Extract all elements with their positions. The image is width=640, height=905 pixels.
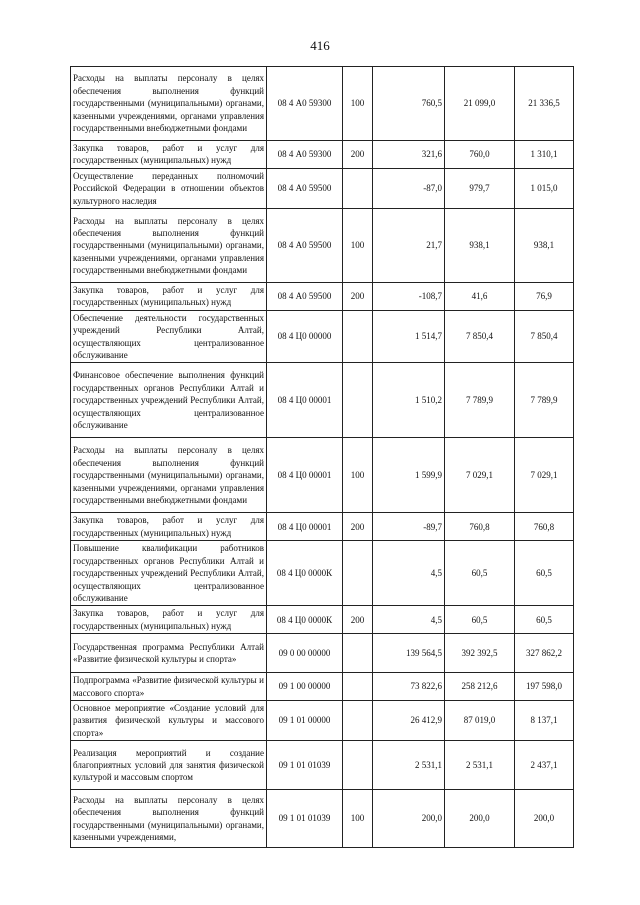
table-row	[71, 141, 574, 169]
amount-year-1-cell: 21 099,0	[445, 67, 515, 141]
amount-year-2-cell: 200,0	[515, 790, 574, 848]
table-row	[71, 168, 574, 208]
expense-name-cell: Закупка товаров, работ и услуг для государственных (муниципальных) нужд	[71, 283, 267, 311]
table-row	[71, 438, 574, 513]
expense-type-cell	[343, 363, 373, 438]
amount-year-1-cell: 938,1	[445, 209, 515, 283]
amount-year-1-cell: 7 850,4	[445, 310, 515, 363]
amount-change-cell: -87,0	[373, 168, 445, 208]
expense-type-cell: 200	[343, 283, 373, 311]
expense-name-cell: Государственная программа Республики Алтай «Развитие физической культуры и спорта»	[71, 634, 267, 673]
amount-year-1-cell: 258 212,6	[445, 673, 515, 701]
table-row	[71, 606, 574, 634]
amount-year-1-cell: 41,6	[445, 283, 515, 311]
expense-name-cell: Расходы на выплаты персоналу в целях обеспечения выполнения функций государственными (муниципальными) органами, казенными учреждениями, органами управления государственными внебюджетными фондами	[71, 438, 267, 513]
table-row	[71, 541, 574, 606]
amount-change-cell: 1 514,7	[373, 310, 445, 363]
amount-change-cell: -108,7	[373, 283, 445, 311]
amount-change-cell: 26 412,9	[373, 700, 445, 740]
expense-type-cell	[343, 541, 373, 606]
amount-year-1-cell: 7 789,9	[445, 363, 515, 438]
amount-year-1-cell: 760,8	[445, 513, 515, 541]
target-code-cell: 08 4 Ц0 00001	[267, 438, 343, 513]
amount-year-2-cell: 8 137,1	[515, 700, 574, 740]
expense-type-cell	[343, 673, 373, 701]
amount-year-2-cell: 7 850,4	[515, 310, 574, 363]
amount-change-cell: 760,5	[373, 67, 445, 141]
table-row	[71, 513, 574, 541]
table-row	[71, 283, 574, 311]
page-number: 416	[310, 38, 330, 53]
table-row	[71, 700, 574, 740]
expense-name-cell: Закупка товаров, работ и услуг для государственных (муниципальных) нужд	[71, 141, 267, 169]
amount-year-2-cell: 76,9	[515, 283, 574, 311]
expense-type-cell: 200	[343, 606, 373, 634]
expense-name-cell: Расходы на выплаты персоналу в целях обеспечения выполнения функций государственными (муниципальными) органами, казенными учреждениями, органами управления государственными внебюджетными фондами	[71, 209, 267, 283]
target-code-cell: 09 1 01 01039	[267, 741, 343, 790]
expense-name-cell: Подпрограмма «Развитие физической культуры и массового спорта»	[71, 673, 267, 701]
budget-table	[70, 66, 574, 848]
table-row	[71, 67, 574, 141]
amount-year-1-cell: 392 392,5	[445, 634, 515, 673]
target-code-cell: 09 1 00 00000	[267, 673, 343, 701]
amount-change-cell: 321,6	[373, 141, 445, 169]
amount-change-cell: 1 510,2	[373, 363, 445, 438]
amount-change-cell: 73 822,6	[373, 673, 445, 701]
target-code-cell: 08 4 А0 59500	[267, 209, 343, 283]
amount-change-cell: -89,7	[373, 513, 445, 541]
target-code-cell: 08 4 Ц0 00001	[267, 513, 343, 541]
table-row	[71, 790, 574, 848]
amount-year-1-cell: 7 029,1	[445, 438, 515, 513]
amount-year-2-cell: 938,1	[515, 209, 574, 283]
expense-name-cell: Реализация мероприятий и создание благоприятных условий для занятия физической культурой и массовым спортом	[71, 741, 267, 790]
amount-year-1-cell: 2 531,1	[445, 741, 515, 790]
expense-type-cell: 100	[343, 790, 373, 848]
target-code-cell: 08 4 Ц0 00000	[267, 310, 343, 363]
expense-type-cell	[343, 634, 373, 673]
amount-year-2-cell: 2 437,1	[515, 741, 574, 790]
amount-year-2-cell: 7 789,9	[515, 363, 574, 438]
expense-name-cell: Обеспечение деятельности государственных учреждений Республики Алтай, осуществляющих централизованное обслуживание	[71, 310, 267, 363]
amount-year-1-cell: 60,5	[445, 606, 515, 634]
amount-year-2-cell: 7 029,1	[515, 438, 574, 513]
amount-change-cell: 2 531,1	[373, 741, 445, 790]
expense-type-cell	[343, 741, 373, 790]
expense-name-cell: Основное мероприятие «Создание условий для развития физической культуры и массового спорта»	[71, 700, 267, 740]
amount-year-2-cell: 60,5	[515, 606, 574, 634]
amount-change-cell: 139 564,5	[373, 634, 445, 673]
target-code-cell: 08 4 А0 59500	[267, 168, 343, 208]
expense-type-cell: 100	[343, 209, 373, 283]
target-code-cell: 08 4 А0 59500	[267, 283, 343, 311]
table-row	[71, 673, 574, 701]
expense-name-cell: Повышение квалификации работников государственных органов Республики Алтай и государственных учреждений Республики Алтай, осуществляющих централизованное обслуживание	[71, 541, 267, 606]
amount-year-1-cell: 760,0	[445, 141, 515, 169]
table-row	[71, 310, 574, 363]
expense-name-cell: Закупка товаров, работ и услуг для государственных (муниципальных) нужд	[71, 513, 267, 541]
target-code-cell: 08 4 Ц0 0000К	[267, 606, 343, 634]
expense-name-cell: Финансовое обеспечение выполнения функций государственных органов Республики Алтай и государственных учреждений Республики Алтай, осуществляющих централизованное обслуживание	[71, 363, 267, 438]
amount-year-2-cell: 1 015,0	[515, 168, 574, 208]
amount-year-1-cell: 87 019,0	[445, 700, 515, 740]
table-row	[71, 634, 574, 673]
expense-type-cell: 200	[343, 513, 373, 541]
table-row	[71, 741, 574, 790]
expense-type-cell	[343, 700, 373, 740]
amount-year-1-cell: 60,5	[445, 541, 515, 606]
expense-name-cell: Закупка товаров, работ и услуг для государственных (муниципальных) нужд	[71, 606, 267, 634]
amount-change-cell: 21,7	[373, 209, 445, 283]
amount-change-cell: 200,0	[373, 790, 445, 848]
expense-type-cell	[343, 310, 373, 363]
target-code-cell: 08 4 А0 59300	[267, 67, 343, 141]
target-code-cell: 08 4 Ц0 00001	[267, 363, 343, 438]
amount-year-1-cell: 979,7	[445, 168, 515, 208]
amount-year-2-cell: 60,5	[515, 541, 574, 606]
expense-name-cell: Осуществление переданных полномочий Российской Федерации в отношении объектов культурного наследия	[71, 168, 267, 208]
amount-year-2-cell: 327 862,2	[515, 634, 574, 673]
table-row	[71, 363, 574, 438]
budget-table-body	[71, 67, 574, 848]
expense-name-cell: Расходы на выплаты персоналу в целях обеспечения выполнения функций государственными (муниципальными) органами, казенными учреждениями,	[71, 790, 267, 848]
expense-type-cell	[343, 168, 373, 208]
expense-name-cell: Расходы на выплаты персоналу в целях обеспечения выполнения функций государственными (муниципальными) органами, казенными учреждениями, органами управления государственными внебюджетными фондами	[71, 67, 267, 141]
expense-type-cell: 100	[343, 438, 373, 513]
amount-change-cell: 4,5	[373, 541, 445, 606]
target-code-cell: 08 4 А0 59300	[267, 141, 343, 169]
table-row	[71, 209, 574, 283]
expense-type-cell: 100	[343, 67, 373, 141]
amount-change-cell: 4,5	[373, 606, 445, 634]
expense-type-cell: 200	[343, 141, 373, 169]
target-code-cell: 09 0 00 00000	[267, 634, 343, 673]
amount-year-2-cell: 197 598,0	[515, 673, 574, 701]
amount-year-2-cell: 1 310,1	[515, 141, 574, 169]
amount-year-2-cell: 21 336,5	[515, 67, 574, 141]
amount-year-1-cell: 200,0	[445, 790, 515, 848]
target-code-cell: 08 4 Ц0 0000К	[267, 541, 343, 606]
amount-year-2-cell: 760,8	[515, 513, 574, 541]
target-code-cell: 09 1 01 01039	[267, 790, 343, 848]
amount-change-cell: 1 599,9	[373, 438, 445, 513]
target-code-cell: 09 1 01 00000	[267, 700, 343, 740]
